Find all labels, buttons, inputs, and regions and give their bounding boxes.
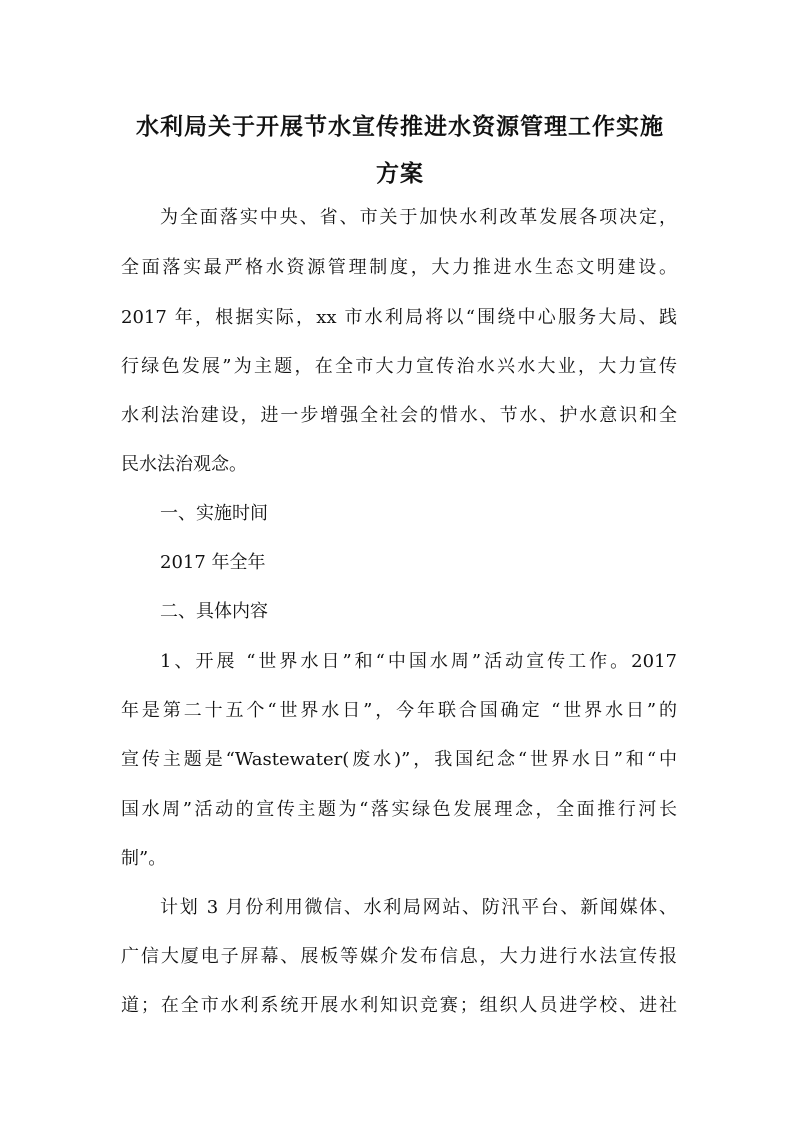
paragraph-line: 年是第二十五个“世界水日”，今年联合国确定 “世界水日”的 (121, 700, 677, 721)
section-heading: 二、具体内容 (160, 601, 268, 622)
document-title-line-2: 方案 (376, 160, 424, 187)
paragraph-line: 广信大厦电子屏幕、展板等媒介发布信息，大力进行水法宣传报 (121, 946, 677, 967)
paragraph-line: 水利法治建设，进一步增强全社会的惜水、节水、护水意识和全 (121, 405, 677, 426)
paragraph-line: 全面落实最严格水资源管理制度，大力推进水生态文明建设。 (121, 257, 677, 278)
paragraph-line: 为全面落实中央、省、市关于加快水利改革发展各项决定， (160, 207, 677, 228)
paragraph-line: 2017 年全年 (160, 552, 266, 573)
paragraph-line: 计划 3 月份利用微信、水利局网站、防汛平台、新闻媒体、 (160, 897, 677, 918)
paragraph-line: 制”。 (121, 848, 167, 869)
paragraph-line: 2017 年，根据实际，xx 市水利局将以“围绕中心服务大局、践 (121, 307, 677, 328)
paragraph-line: 民水法治观念。 (121, 454, 247, 475)
paragraph-line: 宣传主题是“Wastewater(废水)”，我国纪念“世界水日”和“中 (121, 749, 677, 770)
paragraph-line: 国水周”活动的宣传主题为“落实绿色发展理念，全面推行河长 (121, 799, 677, 820)
paragraph-line: 行绿色发展”为主题，在全市大力宣传治水兴水大业，大力宣传 (121, 356, 677, 377)
section-heading: 一、实施时间 (160, 503, 268, 524)
paragraph-line: 1、开展 “世界水日”和“中国水周”活动宣传工作。2017 (160, 651, 677, 672)
document-title-line-1: 水利局关于开展节水宣传推进水资源管理工作实施 (136, 113, 664, 140)
paragraph-line: 道；在全市水利系统开展水利知识竞赛；组织人员进学校、进社 (121, 995, 677, 1016)
